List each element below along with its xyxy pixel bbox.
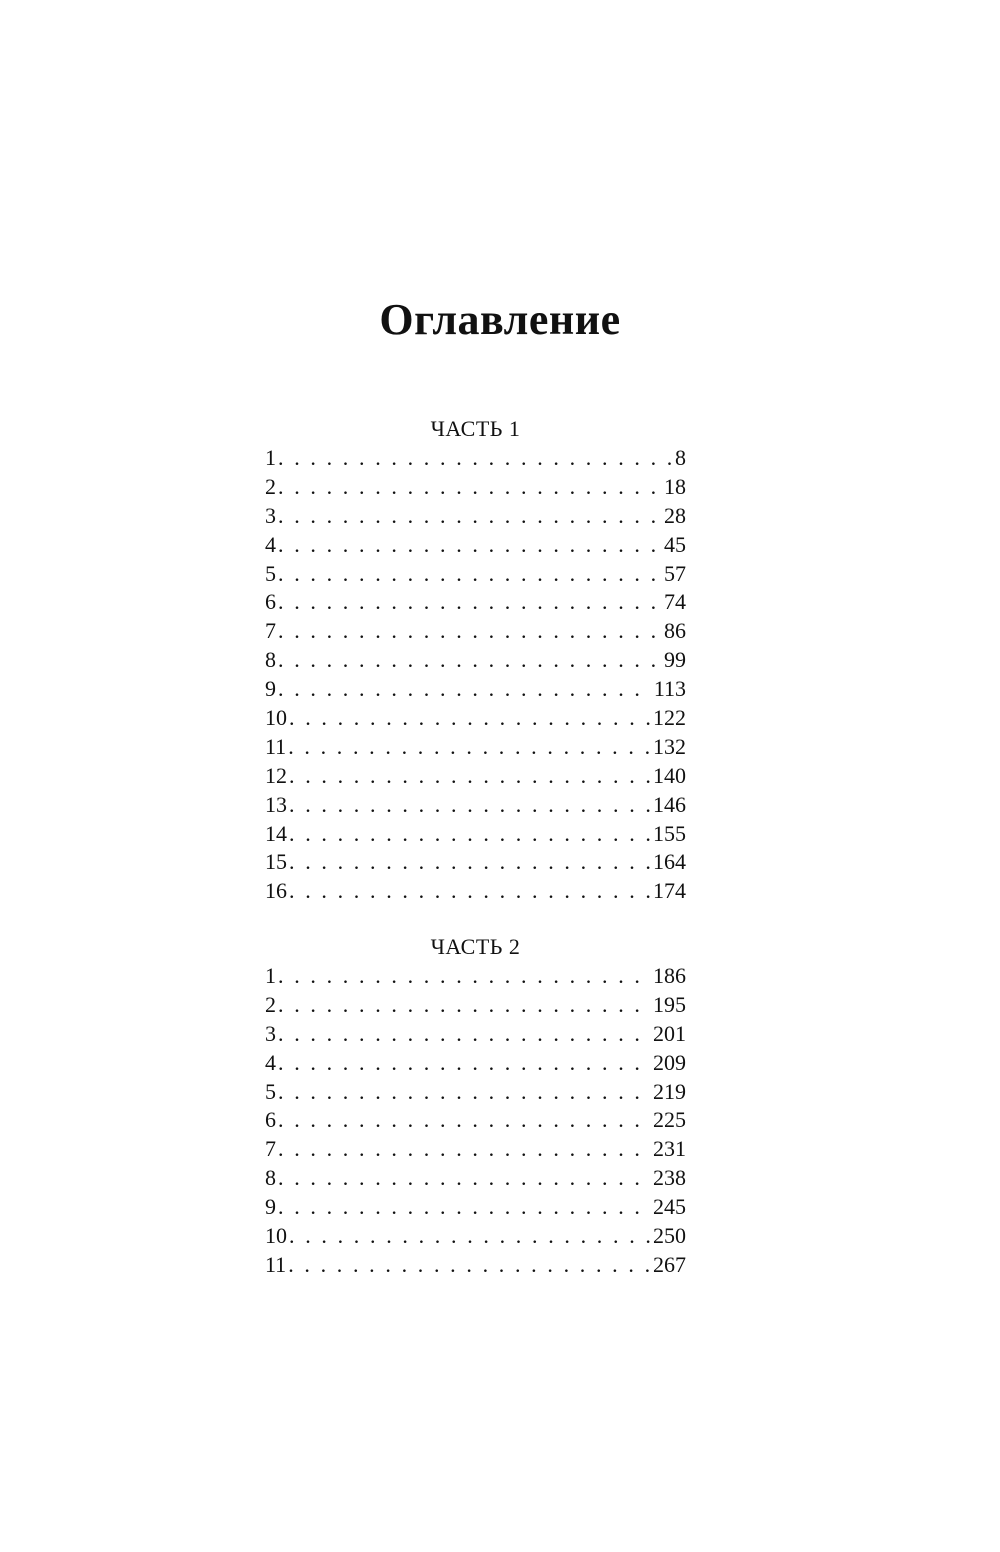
dot-leader: [278, 991, 651, 1020]
dot-leader: [278, 1193, 651, 1222]
toc-entry[interactable]: [265, 1222, 686, 1251]
dot-leader: [278, 675, 652, 704]
toc-entry[interactable]: [265, 762, 686, 791]
page-number: 195: [653, 991, 686, 1017]
toc-entry[interactable]: [265, 444, 686, 473]
page-number: 45: [664, 531, 686, 557]
dot-leader: [278, 617, 662, 646]
page-number: 267: [653, 1251, 686, 1277]
page-number: 219: [653, 1078, 686, 1104]
page-title: Оглавление: [379, 295, 621, 344]
toc-entry[interactable]: [265, 704, 686, 733]
toc-entry-list: [265, 444, 686, 906]
toc-part-1: [265, 414, 686, 906]
chapter-number: 9: [265, 676, 276, 702]
chapter-number: 8: [265, 1165, 276, 1191]
page-number: 99: [664, 647, 686, 673]
dot-leader: [278, 1049, 651, 1078]
page-number: 74: [664, 589, 686, 615]
dot-leader: [288, 733, 651, 762]
dot-leader: [289, 820, 651, 849]
toc-entry[interactable]: [265, 877, 686, 906]
toc-entry[interactable]: [265, 1106, 686, 1135]
dot-leader: [288, 1251, 651, 1280]
chapter-number: 9: [265, 1194, 276, 1220]
chapter-number: 11: [265, 733, 287, 759]
page-number: 164: [653, 849, 686, 875]
chapter-number: 12: [265, 762, 287, 788]
page-number: 146: [653, 791, 686, 817]
toc-entry[interactable]: [265, 473, 686, 502]
toc-entry[interactable]: [265, 588, 686, 617]
page-number: 132: [653, 733, 686, 759]
page-number: 225: [653, 1107, 686, 1133]
dot-leader: [289, 1222, 651, 1251]
chapter-number: 5: [265, 1078, 276, 1104]
toc-entry[interactable]: [265, 1251, 686, 1280]
dot-leader: [289, 704, 651, 733]
part-heading: ЧАСТЬ 2: [430, 934, 521, 959]
dot-leader: [289, 877, 651, 906]
chapter-number: 7: [265, 618, 276, 644]
chapter-number: 7: [265, 1136, 276, 1162]
dot-leader: [278, 473, 662, 502]
dot-leader: [278, 560, 662, 589]
dot-leader: [278, 1078, 651, 1107]
toc-entry[interactable]: [265, 791, 686, 820]
dot-leader: [289, 848, 651, 877]
dot-leader: [289, 762, 651, 791]
page-number: 140: [653, 762, 686, 788]
chapter-number: 10: [265, 705, 287, 731]
page-number: 209: [653, 1049, 686, 1075]
chapter-number: 2: [265, 991, 276, 1017]
toc-entry[interactable]: [265, 820, 686, 849]
page-number: 245: [653, 1194, 686, 1220]
page-number: 238: [653, 1165, 686, 1191]
toc-entry[interactable]: [265, 1135, 686, 1164]
dot-leader: [278, 1020, 651, 1049]
chapter-number: 4: [265, 531, 276, 557]
page-number: 250: [653, 1223, 686, 1249]
chapter-number: 8: [265, 647, 276, 673]
chapter-number: 6: [265, 1107, 276, 1133]
dot-leader: [278, 502, 662, 531]
dot-leader: [278, 588, 662, 617]
page-number: 231: [653, 1136, 686, 1162]
page-number: 113: [653, 676, 686, 702]
page-number: 28: [664, 502, 686, 528]
dot-leader: [278, 646, 662, 675]
toc-entry[interactable]: [265, 560, 686, 589]
toc-entry-list: [265, 962, 686, 1280]
chapter-number: 6: [265, 589, 276, 615]
page-number: 174: [653, 878, 686, 904]
toc-entry[interactable]: [265, 1049, 686, 1078]
page-number: 8: [675, 445, 686, 470]
chapter-number: 1: [265, 445, 276, 470]
dot-leader: [278, 444, 673, 473]
toc-entry[interactable]: [265, 1164, 686, 1193]
toc-entry[interactable]: [265, 617, 686, 646]
chapter-number: 1: [265, 963, 276, 988]
toc-entry[interactable]: [265, 675, 686, 704]
chapter-number: 15: [265, 849, 287, 875]
toc-entry[interactable]: [265, 1193, 686, 1222]
page-number: 186: [653, 963, 686, 988]
chapter-number: 13: [265, 791, 287, 817]
page-number: 18: [664, 473, 686, 499]
chapter-number: 3: [265, 1020, 276, 1046]
toc-entry[interactable]: [265, 1078, 686, 1107]
dot-leader: [278, 1135, 651, 1164]
toc-part-2: [265, 932, 686, 1280]
toc-entry[interactable]: [265, 962, 686, 991]
dot-leader: [278, 962, 651, 991]
page-number: 122: [653, 705, 686, 731]
chapter-number: 3: [265, 502, 276, 528]
toc-entry[interactable]: [265, 646, 686, 675]
chapter-number: 5: [265, 560, 276, 586]
chapter-number: 10: [265, 1223, 287, 1249]
dot-leader: [278, 1106, 651, 1135]
toc-entry[interactable]: [265, 1020, 686, 1049]
page-number: 201: [653, 1020, 686, 1046]
page-number: 155: [653, 820, 686, 846]
chapter-number: 4: [265, 1049, 276, 1075]
page-number: 57: [664, 560, 686, 586]
chapter-number: 16: [265, 878, 287, 904]
chapter-number: 2: [265, 473, 276, 499]
chapter-number: 14: [265, 820, 287, 846]
toc-entry[interactable]: [265, 531, 686, 560]
toc-entry[interactable]: [265, 502, 686, 531]
page-number: 86: [664, 618, 686, 644]
dot-leader: [278, 1164, 651, 1193]
toc-entry[interactable]: [265, 848, 686, 877]
toc-entry[interactable]: [265, 733, 686, 762]
dot-leader: [289, 791, 651, 820]
chapter-number: 11: [265, 1251, 287, 1277]
part-heading: ЧАСТЬ 1: [430, 416, 521, 441]
dot-leader: [278, 531, 662, 560]
toc-entry[interactable]: [265, 991, 686, 1020]
